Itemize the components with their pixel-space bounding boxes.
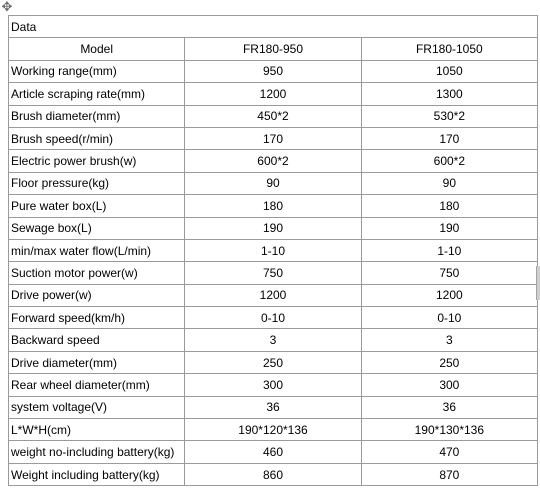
- table-row: [9, 262, 538, 284]
- table-row: [9, 105, 538, 127]
- row-label-cell: Electric power brush(w): [9, 150, 185, 172]
- table-row: [9, 307, 538, 329]
- row-label-cell: Pure water box(L): [9, 195, 185, 217]
- header-cell-model: Model: [9, 38, 185, 60]
- table-row: [9, 374, 538, 396]
- row-value-cell: 860: [185, 463, 361, 485]
- row-value-cell: 1200: [185, 284, 361, 306]
- table-row: [9, 60, 538, 82]
- row-label-cell: Backward speed: [9, 329, 185, 351]
- row-value-cell: 1300: [361, 83, 537, 105]
- table-row: [9, 195, 538, 217]
- row-label-cell: min/max water flow(L/min): [9, 239, 185, 261]
- table-row: [9, 239, 538, 261]
- row-value-cell: 300: [185, 374, 361, 396]
- row-label-cell: Weight including battery(kg): [9, 463, 185, 485]
- table-row: [9, 419, 538, 441]
- table-row: [9, 396, 538, 418]
- row-value-cell: 190*120*136: [185, 419, 361, 441]
- row-value-cell: 90: [185, 172, 361, 194]
- row-value-cell: 600*2: [185, 150, 361, 172]
- row-value-cell: 170: [185, 127, 361, 149]
- row-label-cell: Suction motor power(w): [9, 262, 185, 284]
- header-cell-fr180-1050: FR180-1050: [361, 38, 537, 60]
- row-value-cell: 36: [185, 396, 361, 418]
- row-value-cell: 530*2: [361, 105, 537, 127]
- row-label-cell: Rear wheel diameter(mm): [9, 374, 185, 396]
- row-value-cell: 1050: [361, 60, 537, 82]
- row-label-cell: Floor pressure(kg): [9, 172, 185, 194]
- spec-table: [8, 15, 538, 486]
- table-row: [9, 150, 538, 172]
- header-cell-fr180-950: FR180-950: [185, 38, 361, 60]
- row-label-cell: Drive diameter(mm): [9, 351, 185, 373]
- table-row: [9, 284, 538, 306]
- row-label-cell: Drive power(w): [9, 284, 185, 306]
- row-value-cell: 0-10: [361, 307, 537, 329]
- row-value-cell: 3: [361, 329, 537, 351]
- row-value-cell: 170: [361, 127, 537, 149]
- table-row: [9, 217, 538, 239]
- row-value-cell: 3: [185, 329, 361, 351]
- row-label-cell: weight no-including battery(kg): [9, 441, 185, 463]
- row-value-cell: 1-10: [361, 239, 537, 261]
- table-header-row: [9, 38, 538, 60]
- row-value-cell: 750: [185, 262, 361, 284]
- table-row: [9, 83, 538, 105]
- row-value-cell: 90: [361, 172, 537, 194]
- table-row: [9, 463, 538, 485]
- row-value-cell: 36: [361, 396, 537, 418]
- row-value-cell: 460: [185, 441, 361, 463]
- row-value-cell: 180: [361, 195, 537, 217]
- table-caption-row: [9, 16, 538, 38]
- row-value-cell: 250: [361, 351, 537, 373]
- table-move-handle-icon[interactable]: ✥: [1, 0, 13, 14]
- row-value-cell: 950: [185, 60, 361, 82]
- row-label-cell: system voltage(V): [9, 396, 185, 418]
- row-label-cell: Article scraping rate(mm): [9, 83, 185, 105]
- row-value-cell: 190: [361, 217, 537, 239]
- row-label-cell: Forward speed(km/h): [9, 307, 185, 329]
- row-value-cell: 180: [185, 195, 361, 217]
- row-label-cell: L*W*H(cm): [9, 419, 185, 441]
- row-value-cell: 600*2: [361, 150, 537, 172]
- table-resize-handle[interactable]: [536, 266, 540, 300]
- row-value-cell: 0-10: [185, 307, 361, 329]
- row-value-cell: 870: [361, 463, 537, 485]
- row-value-cell: 750: [361, 262, 537, 284]
- row-label-cell: Working range(mm): [9, 60, 185, 82]
- row-value-cell: 450*2: [185, 105, 361, 127]
- table-row: [9, 127, 538, 149]
- table-caption: Data: [9, 16, 538, 38]
- row-value-cell: 1-10: [185, 239, 361, 261]
- table-row: [9, 441, 538, 463]
- row-value-cell: 250: [185, 351, 361, 373]
- table-row: [9, 172, 538, 194]
- row-label-cell: Brush speed(r/min): [9, 127, 185, 149]
- row-value-cell: 190: [185, 217, 361, 239]
- row-value-cell: 470: [361, 441, 537, 463]
- table-row: [9, 351, 538, 373]
- row-value-cell: 300: [361, 374, 537, 396]
- row-value-cell: 1200: [185, 83, 361, 105]
- row-label-cell: Sewage box(L): [9, 217, 185, 239]
- row-value-cell: 190*130*136: [361, 419, 537, 441]
- row-value-cell: 1200: [361, 284, 537, 306]
- table-row: [9, 329, 538, 351]
- row-label-cell: Brush diameter(mm): [9, 105, 185, 127]
